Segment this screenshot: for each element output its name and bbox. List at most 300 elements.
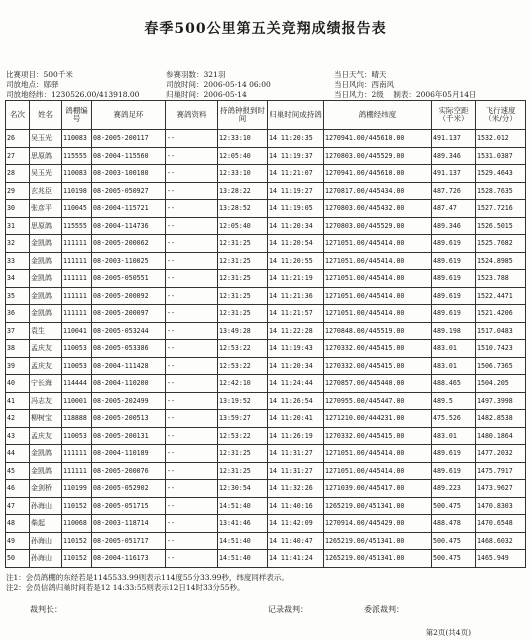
table-cell: 1270941.00/445610.00 (324, 130, 432, 148)
table-cell: -- (166, 375, 218, 393)
table-cell: 1470.8303 (476, 497, 526, 515)
table-row (6, 235, 526, 253)
table-row (6, 200, 526, 218)
table-cell: 12:31:25 (218, 252, 268, 270)
table-cell: 489.223 (432, 480, 476, 498)
table-cell: 08-2004-115560 (92, 147, 166, 165)
table-row (6, 532, 526, 550)
table-cell: 33 (6, 252, 30, 270)
table-cell: 1270332.00/445415.00 (324, 427, 432, 445)
table-row (6, 147, 526, 165)
table-cell: 1529.4643 (476, 165, 526, 183)
table-cell: 491.137 (432, 165, 476, 183)
table-cell: -- (166, 462, 218, 480)
table-cell: 29 (6, 182, 30, 200)
table-cell: 110041 (62, 322, 92, 340)
table-cell: 14 11:21:57 (268, 305, 324, 323)
table-cell: 1271051.00/445414.00 (324, 305, 432, 323)
table-row (6, 427, 526, 445)
table-cell: 47 (6, 497, 30, 515)
table-cell: -- (166, 515, 218, 533)
table-cell: 111111 (62, 270, 92, 288)
table-cell: 38 (6, 340, 30, 358)
table-cell: 1270817.00/445434.00 (324, 182, 432, 200)
table-cell: -- (166, 200, 218, 218)
table-cell: 26 (6, 130, 30, 148)
table-cell: 489.619 (432, 305, 476, 323)
table-cell: 08-2005-053244 (92, 322, 166, 340)
table-cell: 金凯鸽 (30, 270, 62, 288)
table-cell: 14 11:21:19 (268, 270, 324, 288)
table-cell: 08-2004-111428 (92, 357, 166, 375)
table-cell: 14 11:19:43 (268, 340, 324, 358)
results-table (5, 100, 526, 568)
table-cell: 14 11:31:27 (268, 462, 324, 480)
table-cell: 08-2003-118714 (92, 515, 166, 533)
table-cell: 1470.6548 (476, 515, 526, 533)
table-cell: 12:31:25 (218, 287, 268, 305)
table-cell: 489.619 (432, 252, 476, 270)
weather-label: 当日天气： (334, 70, 372, 79)
table-cell: 14 11:26:19 (268, 427, 324, 445)
table-cell: 110001 (62, 392, 92, 410)
column-header: 鸽棚经纬度 (324, 101, 432, 130)
table-cell: -- (166, 340, 218, 358)
table-cell: 475.526 (432, 410, 476, 428)
table-cell: 1265219.00/451341.00 (324, 497, 432, 515)
recorder-judge-label: 记录裁判： (268, 605, 308, 614)
table-cell: 14 11:32:26 (268, 480, 324, 498)
wind-force-value: 2级 (371, 90, 384, 99)
table-cell: 40 (6, 375, 30, 393)
column-header: 持鸽钟报到时间 (218, 101, 268, 130)
table-row (6, 357, 526, 375)
table-cell: 12:31:25 (218, 445, 268, 463)
column-header: 鸽棚编号 (62, 101, 92, 130)
table-cell: 500.475 (432, 497, 476, 515)
table-cell: 玄兆臣 (30, 182, 62, 200)
table-cell: 14 11:20:55 (268, 252, 324, 270)
table-cell: 袁生 (30, 322, 62, 340)
table-cell: -- (166, 305, 218, 323)
table-cell: 483.01 (432, 357, 476, 375)
table-cell: -- (166, 357, 218, 375)
wind-dir-value: 西南风 (371, 80, 394, 89)
table-cell: 14 11:42:09 (268, 515, 324, 533)
table-cell: 489.619 (432, 287, 476, 305)
release-site-value: 郧驿 (43, 80, 59, 89)
table-cell: 110068 (62, 515, 92, 533)
made-label: 制表： (393, 90, 416, 99)
table-cell: -- (166, 252, 218, 270)
table-cell: 1270955.00/445447.00 (324, 392, 432, 410)
table-cell: 28 (6, 165, 30, 183)
table-cell: 50 (6, 550, 30, 568)
table-cell: 1482.8538 (476, 410, 526, 428)
chief-judge-label: 裁判长： (30, 605, 62, 614)
table-cell: 14 11:24:44 (268, 375, 324, 393)
table-cell: 1523.788 (476, 270, 526, 288)
return-time-value: 2006-05-14 (203, 90, 247, 99)
notes (6, 573, 289, 593)
table-cell: 111111 (62, 462, 92, 480)
table-cell: 1527.7216 (476, 200, 526, 218)
table-header-row (6, 101, 526, 130)
table-cell: 49 (6, 532, 30, 550)
table-cell: 487.726 (432, 182, 476, 200)
table-cell: 14 11:20:34 (268, 217, 324, 235)
table-cell: 44 (6, 445, 30, 463)
table-cell: 14 11:21:36 (268, 287, 324, 305)
wind-dir-label: 当日风向： (334, 80, 372, 89)
table-cell: 42 (6, 410, 30, 428)
wind-force-label: 当日风力： (334, 90, 372, 99)
table-row (6, 217, 526, 235)
table-cell: 08-2004-114736 (92, 217, 166, 235)
table-cell: 13:19:52 (218, 392, 268, 410)
table-cell: 41 (6, 392, 30, 410)
table-cell: 08-2005-050551 (92, 270, 166, 288)
table-cell: -- (166, 392, 218, 410)
table-body (6, 130, 526, 568)
project-value: 500千米 (43, 70, 73, 79)
table-cell: 14 11:41:24 (268, 550, 324, 568)
table-cell: 14 11:20:41 (268, 410, 324, 428)
table-cell: 思原鸽 (30, 217, 62, 235)
weather-value: 晴天 (371, 70, 387, 79)
table-cell: -- (166, 287, 218, 305)
table-cell: -- (166, 182, 218, 200)
table-row (6, 550, 526, 568)
page-title: 春季500公里第五关竞翔成绩报告表 (144, 21, 387, 37)
table-cell: 08-2005-052902 (92, 480, 166, 498)
table-cell: 110199 (62, 480, 92, 498)
table-cell: 1271051.00/445414.00 (324, 287, 432, 305)
table-row (6, 462, 526, 480)
table-cell: 孙海山 (30, 532, 62, 550)
table-cell: 110083 (62, 165, 92, 183)
table-cell: 13:28:22 (218, 182, 268, 200)
table-cell: 08-2004-115721 (92, 200, 166, 218)
release-time-value: 2006-05-14 06:00 (203, 80, 271, 89)
table-cell: 110198 (62, 182, 92, 200)
table-cell: 柳树宝 (30, 410, 62, 428)
table-cell: 14 11:20:35 (268, 130, 324, 148)
table-cell: 14 11:40:16 (268, 497, 324, 515)
table-cell: 1271039.00/445417.00 (324, 480, 432, 498)
table-cell: 金凯鸽 (30, 252, 62, 270)
table-cell: 110045 (62, 200, 92, 218)
table-cell: 12:31:25 (218, 462, 268, 480)
table-cell: 08-2003-110025 (92, 252, 166, 270)
table-cell: 115555 (62, 147, 92, 165)
table-cell: 489.5 (432, 392, 476, 410)
table-cell: 08-2005-050927 (92, 182, 166, 200)
table-cell: 1465.949 (476, 550, 526, 568)
table-cell: 1271051.00/445414.00 (324, 235, 432, 253)
table-cell: 1475.7917 (476, 462, 526, 480)
table-cell: 14:51:40 (218, 532, 268, 550)
table-cell: 08-2004-110189 (92, 445, 166, 463)
table-cell: 金凯鸽 (30, 445, 62, 463)
release-coords-value: 1230526.00/413918.00 (51, 90, 140, 99)
table-cell: 489.619 (432, 445, 476, 463)
return-time-label: 归巢时间： (166, 90, 204, 99)
release-coords-label: 司放地经纬： (6, 90, 51, 99)
table-cell: 489.619 (432, 235, 476, 253)
table-cell: 12:31:25 (218, 305, 268, 323)
column-header: 归巢时间成持鸽 (268, 101, 324, 130)
table-cell: 1270941.00/445610.00 (324, 165, 432, 183)
release-site-label: 司放地点： (6, 80, 44, 89)
table-cell: 110152 (62, 550, 92, 568)
table-cell: 08-2004-116173 (92, 550, 166, 568)
table-cell: 489.346 (432, 147, 476, 165)
table-cell: 488.465 (432, 375, 476, 393)
table-cell: 14 11:19:27 (268, 182, 324, 200)
table-cell: 489.346 (432, 217, 476, 235)
table-row (6, 480, 526, 498)
table-cell: 1468.6032 (476, 532, 526, 550)
info-middle (166, 70, 271, 100)
table-cell: -- (166, 322, 218, 340)
info-right (334, 70, 477, 100)
table-cell: 111111 (62, 445, 92, 463)
table-cell: -- (166, 445, 218, 463)
table-cell: 45 (6, 462, 30, 480)
release-time-label: 司放时间： (166, 80, 204, 89)
table-cell: 08-2005-051717 (92, 532, 166, 550)
table-cell: 32 (6, 235, 30, 253)
table-cell: 金凯鸽 (30, 462, 62, 480)
table-cell: 08-2005-200513 (92, 410, 166, 428)
table-cell: 13:49:28 (218, 322, 268, 340)
table-cell: 08-2005-200092 (92, 287, 166, 305)
table-cell: 13:59:27 (218, 410, 268, 428)
table-row (6, 445, 526, 463)
column-header: 赛鸽资料 (166, 101, 218, 130)
table-cell: 110083 (62, 130, 92, 148)
table-cell: 08-2005-200131 (92, 427, 166, 445)
table-cell: -- (166, 532, 218, 550)
table-cell: -- (166, 480, 218, 498)
table-cell: 488.478 (432, 515, 476, 533)
table-cell: 吴玉光 (30, 130, 62, 148)
table-cell: 1531.0387 (476, 147, 526, 165)
table-cell: 08-2005-200062 (92, 235, 166, 253)
table-cell: 1517.0483 (476, 322, 526, 340)
column-header: 飞行速度（米/分） (476, 101, 526, 130)
table-row (6, 270, 526, 288)
table-cell: 36 (6, 305, 30, 323)
table-row (6, 252, 526, 270)
table-cell: -- (166, 410, 218, 428)
table-cell: 491.137 (432, 130, 476, 148)
table-cell: 宁长海 (30, 375, 62, 393)
count-value: 321羽 (203, 70, 226, 79)
column-header: 赛鸽足环 (92, 101, 166, 130)
table-cell: 48 (6, 515, 30, 533)
table-cell: 483.01 (432, 340, 476, 358)
table-cell: 34 (6, 270, 30, 288)
note-1: 注1：会员鸽棚的东经若是1145533.99则表示114度55分33.99秒，纬度同样表示。 (6, 573, 289, 582)
table-cell: 27 (6, 147, 30, 165)
table-cell: 114444 (62, 375, 92, 393)
table-cell: 483.01 (432, 427, 476, 445)
table-cell: 111111 (62, 235, 92, 253)
table-cell: 1271051.00/445414.00 (324, 270, 432, 288)
info-left (6, 70, 139, 100)
table-row (6, 322, 526, 340)
table-cell: 1510.7423 (476, 340, 526, 358)
table-cell: 1270914.00/445429.00 (324, 515, 432, 533)
table-cell: 12:31:25 (218, 235, 268, 253)
table-cell: 14 11:19:05 (268, 200, 324, 218)
table-cell: 12:30:54 (218, 480, 268, 498)
table-cell: 1521.4206 (476, 305, 526, 323)
table-cell: 冯志友 (30, 392, 62, 410)
table-row (6, 130, 526, 148)
table-cell: 39 (6, 357, 30, 375)
table-cell: -- (166, 427, 218, 445)
table-cell: 1524.8985 (476, 252, 526, 270)
table-cell: 110053 (62, 357, 92, 375)
table-cell: 1480.1864 (476, 427, 526, 445)
project-label: 比赛项目： (6, 70, 44, 79)
table-cell: 12:05:40 (218, 217, 268, 235)
table-cell: 1271051.00/445414.00 (324, 252, 432, 270)
table-cell: -- (166, 130, 218, 148)
made-value: 2006年05月14日 (415, 90, 477, 99)
table-cell: 115555 (62, 217, 92, 235)
table-cell: 12:33:10 (218, 165, 268, 183)
table-row (6, 340, 526, 358)
table-cell: 1473.9627 (476, 480, 526, 498)
table-cell: 孟庆友 (30, 340, 62, 358)
table-row (6, 375, 526, 393)
table-cell: 43 (6, 427, 30, 445)
table-cell: 1525.7682 (476, 235, 526, 253)
table-cell: 489.198 (432, 322, 476, 340)
table-row (6, 410, 526, 428)
table-cell: 31 (6, 217, 30, 235)
table-cell: 金剑桥 (30, 480, 62, 498)
table-cell: 110152 (62, 497, 92, 515)
table-cell: -- (166, 550, 218, 568)
table-cell: 柴起 (30, 515, 62, 533)
table-cell: 14 11:20:54 (268, 235, 324, 253)
table-cell: 12:53:22 (218, 340, 268, 358)
table-cell: 金凯鸽 (30, 287, 62, 305)
table-cell: 13:41:46 (218, 515, 268, 533)
table-row (6, 287, 526, 305)
table-cell: 1270332.00/445415.00 (324, 340, 432, 358)
table-cell: 14 11:19:37 (268, 147, 324, 165)
table-cell: 14 11:20:34 (268, 357, 324, 375)
table-cell: -- (166, 270, 218, 288)
table-cell: 08-2003-100180 (92, 165, 166, 183)
table-cell: 1265219.00/451341.00 (324, 532, 432, 550)
table-cell: 孟庆友 (30, 427, 62, 445)
table-cell: 489.619 (432, 270, 476, 288)
table-cell: 张彦平 (30, 200, 62, 218)
page-number: 第2页(共4页) (425, 628, 471, 637)
column-header: 姓名 (30, 101, 62, 130)
table-cell: 14:51:40 (218, 550, 268, 568)
table-cell: 08-2005-051715 (92, 497, 166, 515)
table-cell: 35 (6, 287, 30, 305)
table-cell: 1532.012 (476, 130, 526, 148)
table-cell: 08-2004-110200 (92, 375, 166, 393)
table-row (6, 497, 526, 515)
table-cell: 08-2005-200076 (92, 462, 166, 480)
table-cell: 500.475 (432, 550, 476, 568)
table-cell: 1270332.00/445415.00 (324, 357, 432, 375)
table-cell: 金凯鸽 (30, 235, 62, 253)
table-cell: 孟庆友 (30, 357, 62, 375)
table-cell: 吴玉光 (30, 165, 62, 183)
table-cell: 487.47 (432, 200, 476, 218)
table-cell: 金凯鸽 (30, 305, 62, 323)
column-header: 名次 (6, 101, 30, 130)
table-cell: 14:51:40 (218, 497, 268, 515)
table-cell: 12:31:25 (218, 270, 268, 288)
table-cell: 1270803.00/445529.00 (324, 147, 432, 165)
table-cell: 1270803.00/445432.00 (324, 200, 432, 218)
table-cell: 12:42:10 (218, 375, 268, 393)
table-cell: 孙海山 (30, 550, 62, 568)
table-cell: 08-2005-200097 (92, 305, 166, 323)
table-cell: 46 (6, 480, 30, 498)
table-cell: 111111 (62, 305, 92, 323)
table-cell: 1271051.00/445414.00 (324, 462, 432, 480)
table-row (6, 392, 526, 410)
table-cell: 1526.5015 (476, 217, 526, 235)
table-cell: 1528.7635 (476, 182, 526, 200)
table-cell: 08-2005-202499 (92, 392, 166, 410)
table-cell: 489.619 (432, 462, 476, 480)
delegate-judge-label: 委派裁判： (364, 605, 404, 614)
table-cell: 12:05:40 (218, 147, 268, 165)
table-cell: 110152 (62, 532, 92, 550)
table-cell: 孙海山 (30, 497, 62, 515)
table-cell: -- (166, 165, 218, 183)
table-cell: 12:33:10 (218, 130, 268, 148)
table-cell: 14 11:22:28 (268, 322, 324, 340)
table-cell: 1522.4471 (476, 287, 526, 305)
table-cell: 1270803.00/445529.00 (324, 217, 432, 235)
table-cell: 1271051.00/445414.00 (324, 445, 432, 463)
table-cell: 08-2005-200117 (92, 130, 166, 148)
table-cell: 30 (6, 200, 30, 218)
table-row (6, 165, 526, 183)
table-cell: 1497.3998 (476, 392, 526, 410)
table-cell: 111111 (62, 287, 92, 305)
table-cell: -- (166, 497, 218, 515)
table-cell: 14 11:31:27 (268, 445, 324, 463)
table-cell: 1271210.00/444231.00 (324, 410, 432, 428)
table-cell: 118888 (62, 410, 92, 428)
table-cell: 1504.205 (476, 375, 526, 393)
table-cell: 1265219.00/451341.00 (324, 550, 432, 568)
table-cell: -- (166, 147, 218, 165)
table-cell: 1270848.00/445519.00 (324, 322, 432, 340)
table-row (6, 305, 526, 323)
count-label: 参赛羽数： (166, 70, 204, 79)
table-row (6, 182, 526, 200)
table-row (6, 515, 526, 533)
table-cell: 14 11:40:47 (268, 532, 324, 550)
